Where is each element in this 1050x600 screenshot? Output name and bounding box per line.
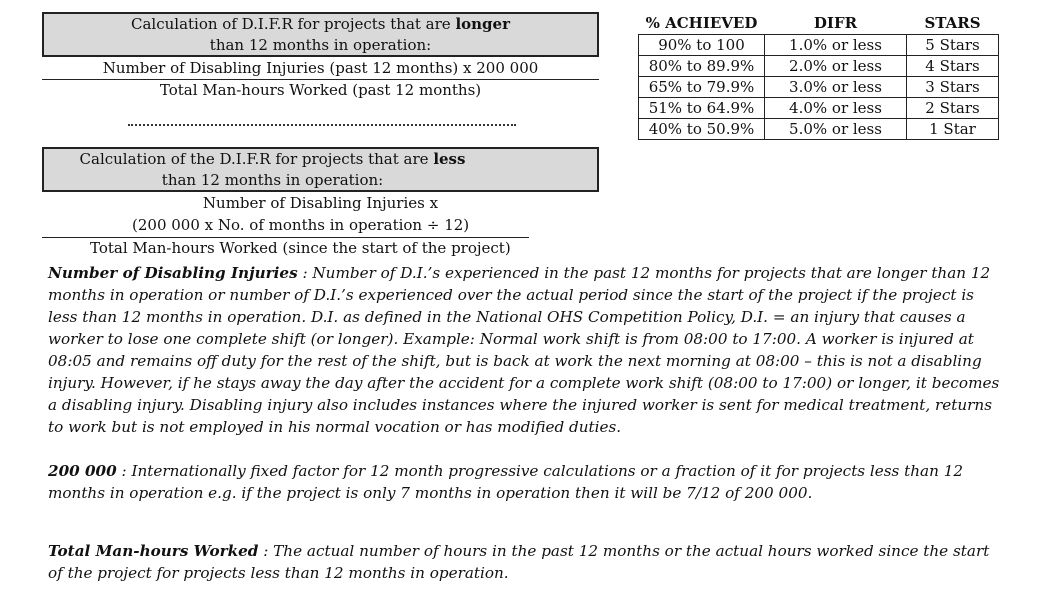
calc-less-title-line2: than 12 months in operation: — [161, 171, 384, 189]
definition-term: Total Man-hours Worked — [48, 542, 259, 560]
calc-longer-numerator: Number of Disabling Injuries (past 12 months) x 200 000 — [102, 59, 539, 77]
calc-longer-box — [42, 12, 599, 57]
cell-achieved: 51% to 64.9% — [639, 98, 765, 119]
table-row — [639, 77, 999, 98]
cell-stars: 2 Stars — [907, 98, 999, 119]
definition-term: 200 000 — [48, 462, 117, 480]
cell-achieved: 65% to 79.9% — [639, 77, 765, 98]
cell-difr: 3.0% or less — [765, 77, 907, 98]
table-row — [639, 56, 999, 77]
header-difr: DIFR — [765, 12, 907, 35]
definition-text: : Number of D.I.’s experienced in the past 12 months for projects that are longer than 12 months in operation or number of D.I.’s experienced over the actual period since the start of the project if the project is less than 12 months in operation. D.I. as defined in the National OHS Competition Policy, D.I. = an injury that causes a worker to lose one complete shift (or longer). Example: Normal work shift is from 08:00 to 17:00. A worker is injured at 08:05 and remains off duty for the rest of the shift, but is back at work the next morning at 08:00 – this is not a disabling injury. However, if he stays away the day after the accident for a complete work shift (08:00 to 17:00) or longer, it becomes a disabling injury. Disabling injury also includes instances where the injured worker is sent for medical treatment, returns to work but is not employed in his normal vocation or has modified duties. — [48, 264, 1000, 436]
rating-table — [638, 12, 999, 140]
rating-table-header — [639, 12, 999, 35]
calc-less-numerator-line2: (200 000 x No. of months in operation ÷ 12) — [132, 216, 470, 234]
cell-stars: 3 Stars — [907, 77, 999, 98]
definition-factor — [48, 460, 1008, 504]
definition-man-hours — [48, 540, 1008, 584]
calc-longer-title-line1: Calculation of D.I.F.R for projects that are longer — [131, 15, 510, 33]
definition-text: : The actual number of hours in the past 12 months or the actual hours worked since the start of the project for projects less than 12 months in operation. — [48, 542, 990, 582]
table-row — [639, 98, 999, 119]
definition-disabling-injuries — [48, 262, 1008, 438]
cell-achieved: 40% to 50.9% — [639, 119, 765, 140]
definition-text: : Internationally fixed factor for 12 month progressive calculations or a fraction of it for projects less than 12 months in operation e.g. if the project is only 7 months in operation then it will be 7/12 of 200 000. — [48, 462, 964, 502]
cell-stars: 1 Star — [907, 119, 999, 140]
definition-term: Number of Disabling Injuries — [48, 264, 298, 282]
calc-longer-denominator: Total Man-hours Worked (past 12 months) — [159, 81, 482, 99]
header-stars: STARS — [907, 12, 999, 35]
cell-achieved: 90% to 100 — [639, 35, 765, 56]
cell-difr: 4.0% or less — [765, 98, 907, 119]
cell-difr: 2.0% or less — [765, 56, 907, 77]
cell-stars: 5 Stars — [907, 35, 999, 56]
calc-less-denominator: Total Man-hours Worked (since the start of the project) — [90, 239, 511, 257]
table-row — [639, 119, 999, 140]
calc-less-title-line1: Calculation of the D.I.F.R for projects that are less — [79, 150, 466, 168]
cell-difr: 5.0% or less — [765, 119, 907, 140]
calc-less-bold-word: less — [433, 150, 466, 168]
calc-longer-title-line2: than 12 months in operation: — [209, 36, 432, 54]
header-achieved: % ACHIEVED — [639, 12, 765, 35]
cell-difr: 1.0% or less — [765, 35, 907, 56]
cell-achieved: 80% to 89.9% — [639, 56, 765, 77]
calc-less-numerator-line1: Number of Disabling Injuries x — [202, 194, 439, 212]
calc-longer-bold-word: longer — [455, 15, 510, 33]
cell-stars: 4 Stars — [907, 56, 999, 77]
table-row — [639, 35, 999, 56]
calc-less-box — [42, 147, 599, 192]
section-separator — [128, 124, 516, 126]
